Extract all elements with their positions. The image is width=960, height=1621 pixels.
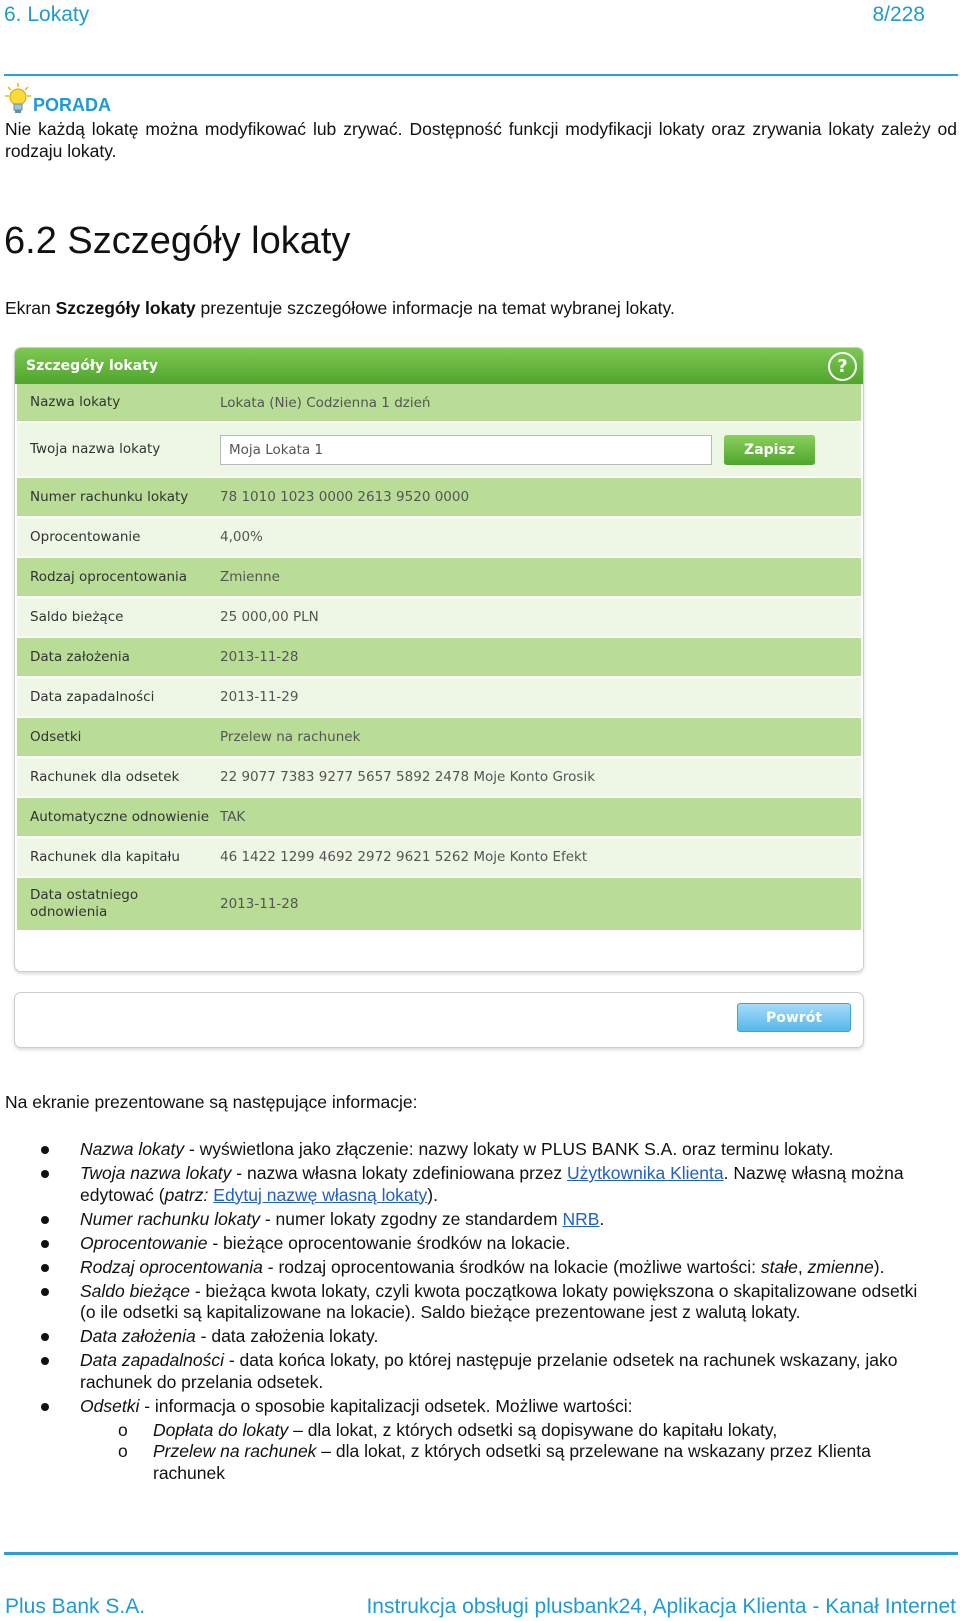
bullet-icon	[41, 1216, 49, 1224]
intro-text-end: prezentuje szczegółowe informacje na temat wybranej lokaty.	[195, 298, 675, 318]
row-label: Rachunek dla odsetek	[30, 768, 180, 785]
list-item	[0, 1209, 930, 1231]
row-balance	[17, 598, 861, 638]
item-text: . Nazwę własną można edytować (	[80, 1163, 904, 1205]
list-item	[0, 1139, 930, 1161]
item-text: .	[599, 1208, 605, 1229]
sub-bullet-marker: o	[118, 1441, 128, 1461]
list-item	[0, 1326, 930, 1348]
nrb-link[interactable]: NRB	[562, 1208, 600, 1229]
item-text: ).	[873, 1256, 885, 1277]
tip-header	[5, 80, 957, 116]
item-value: zmienne	[807, 1256, 874, 1277]
edit-own-name-link[interactable]: Edytuj nazwę własną lokaty	[213, 1184, 428, 1205]
row-label: Odsetki	[30, 728, 82, 745]
row-label: Automatyczne odnowienie	[30, 808, 210, 825]
item-text: - informacja o sposobie kapitalizacji odsetek. Możliwe wartości:	[139, 1395, 633, 1416]
item-term: Rodzaj oprocentowania	[80, 1256, 263, 1277]
deposit-details-panel	[14, 347, 864, 972]
row-label: Data ostatniego odnowienia	[30, 887, 139, 920]
item-text: - numer lokaty zgodny ze standardem	[259, 1208, 563, 1229]
row-deposit-name	[17, 384, 861, 423]
item-term: Dopłata do lokaty	[153, 1419, 289, 1440]
row-label: Twoja nazwa lokaty	[30, 441, 161, 457]
tip-title: PORADA	[33, 95, 112, 115]
bullet-icon	[41, 1146, 49, 1154]
row-value: 4,00%	[220, 529, 263, 545]
page-number: 8/228	[872, 3, 925, 26]
tip-text: Nie każdą lokatę można modyfikować lub zrywać. Dostępność funkcji modyfikacji lokaty oraz zrywania lokaty zależy od rodzaju lokaty.	[5, 119, 957, 161]
row-value	[220, 435, 861, 465]
item-text: - bieżące oprocentowanie środków na lokacie.	[207, 1232, 571, 1253]
item-text: - bieżąca kwota lokaty, czyli kwota początkowa lokaty powiększona o skapitalizowane odsetki (o ile odsetki są kapitalizowane na lokacie). Saldo bieżące prezentowane jest z walutą lokaty.	[80, 1280, 918, 1322]
section-intro	[5, 298, 675, 319]
bullet-icon	[41, 1288, 49, 1296]
item-term: Saldo bieżące	[80, 1280, 190, 1301]
item-term: Data założenia	[80, 1326, 196, 1346]
header-divider	[4, 74, 958, 76]
row-value: 25 000,00 PLN	[220, 609, 319, 625]
intro-bold: Szczegóły lokaty	[55, 298, 196, 318]
footer-doc-title: Instrukcja obsługi plusbank24, Aplikacja Klienta - Kanał Internet	[366, 1595, 956, 1618]
item-see: patrz:	[164, 1184, 209, 1205]
row-label: Oprocentowanie	[30, 528, 141, 545]
info-list	[0, 1139, 930, 1484]
row-interest	[17, 718, 861, 758]
row-value: 78 1010 1023 0000 2613 9520 0000	[220, 489, 470, 505]
item-term: Oprocentowanie	[80, 1232, 208, 1253]
row-open-date	[17, 638, 861, 678]
sub-list-item	[0, 1441, 930, 1484]
item-text: - wyświetlona jako złączenie: nazwy lokaty w PLUS BANK S.A. oraz terminu lokaty.	[184, 1139, 834, 1159]
row-label: Numer rachunku lokaty	[30, 488, 189, 505]
lightbulb-icon	[5, 82, 31, 116]
item-text: ).	[427, 1184, 438, 1205]
chapter-title: 6. Lokaty	[4, 3, 90, 26]
item-term: Odsetki	[80, 1395, 140, 1416]
details-table	[17, 384, 861, 932]
item-text: - nazwa własna lokaty zdefiniowana przez	[231, 1163, 568, 1183]
row-value: 22 9077 7383 9277 5657 5892 2478 Moje Konto Grosik	[220, 769, 596, 785]
bullet-icon	[41, 1264, 49, 1272]
info-lead: Na ekranie prezentowane są następujące informacje:	[5, 1092, 418, 1112]
panel-title: Szczegóły lokaty	[26, 358, 159, 374]
list-item	[0, 1257, 930, 1279]
item-term: Data zapadalności	[80, 1350, 224, 1370]
item-text: - data założenia lokaty.	[195, 1326, 379, 1346]
help-icon[interactable]: ?	[828, 352, 857, 381]
row-account-number	[17, 478, 861, 518]
item-text: - rodzaj oprocentowania środków na lokacie (możliwe wartości:	[262, 1256, 761, 1277]
user-client-link[interactable]: Użytkownika Klienta	[567, 1163, 724, 1183]
row-value: Przelew na rachunek	[220, 729, 361, 745]
row-label: Nazwa lokaty	[30, 394, 121, 410]
row-value: 2013-11-28	[220, 649, 299, 665]
row-label: Data zapadalności	[30, 688, 155, 705]
row-value: 46 1422 1299 4692 2972 9621 5262 Moje Konto Efekt	[220, 849, 588, 865]
row-label: Rachunek dla kapitału	[30, 848, 180, 865]
bullet-icon	[41, 1170, 49, 1178]
bullet-icon	[41, 1240, 49, 1248]
row-value: TAK	[220, 809, 246, 825]
item-value: stałe	[760, 1256, 798, 1277]
intro-text: Ekran	[5, 298, 56, 318]
save-button[interactable]: Zapisz	[724, 435, 815, 465]
item-text: - data końca lokaty, po której następuje przelanie odsetek na rachunek wskazany, jako rachunek do przelania odsetek.	[80, 1350, 898, 1392]
item-term: Przelew na rachunek	[153, 1441, 317, 1461]
list-item	[0, 1396, 930, 1418]
item-text: – dla lokat, z których odsetki są dopisywane do kapitału lokaty,	[288, 1419, 778, 1440]
sub-list-item	[0, 1420, 930, 1442]
item-text: – dla lokat, z których odsetki są przelewane na wskazany przez Klienta rachunek	[153, 1441, 871, 1483]
list-item	[0, 1281, 930, 1324]
row-label: Saldo bieżące	[30, 608, 124, 625]
row-value: Lokata (Nie) Codzienna 1 dzień	[220, 394, 431, 411]
row-label: Rodzaj oprocentowania	[30, 568, 188, 585]
footer-company: Plus Bank S.A.	[5, 1595, 146, 1618]
list-item	[0, 1163, 930, 1206]
item-term: Nazwa lokaty	[80, 1139, 185, 1159]
row-last-renewal	[17, 878, 861, 932]
panel-header	[15, 348, 863, 384]
own-name-input[interactable]	[220, 435, 712, 465]
row-capital-account	[17, 838, 861, 878]
row-interest-type	[17, 558, 861, 598]
item-term: Twoja nazwa lokaty	[80, 1163, 232, 1183]
back-button[interactable]: Powrót	[737, 1003, 851, 1032]
row-value: 2013-11-28	[220, 896, 299, 912]
list-item	[0, 1233, 930, 1255]
bullet-icon	[41, 1357, 49, 1365]
actions-bar	[14, 992, 864, 1048]
row-maturity-date	[17, 678, 861, 718]
row-label: Data założenia	[30, 648, 130, 665]
row-value: Zmienne	[220, 569, 280, 585]
item-term: Numer rachunku lokaty	[80, 1208, 260, 1229]
item-text: ,	[797, 1256, 808, 1277]
row-value: 2013-11-29	[220, 689, 299, 705]
row-interest-account	[17, 758, 861, 798]
bullet-icon	[41, 1333, 49, 1341]
row-own-name	[17, 423, 861, 478]
list-item	[0, 1350, 930, 1393]
bullet-icon	[41, 1403, 49, 1411]
tip-box	[5, 80, 957, 162]
footer-divider	[4, 1552, 958, 1555]
row-interest-rate	[17, 518, 861, 558]
row-auto-renewal	[17, 798, 861, 838]
sub-bullet-marker: o	[118, 1419, 128, 1440]
section-title: 6.2 Szczegóły lokaty	[4, 220, 351, 262]
